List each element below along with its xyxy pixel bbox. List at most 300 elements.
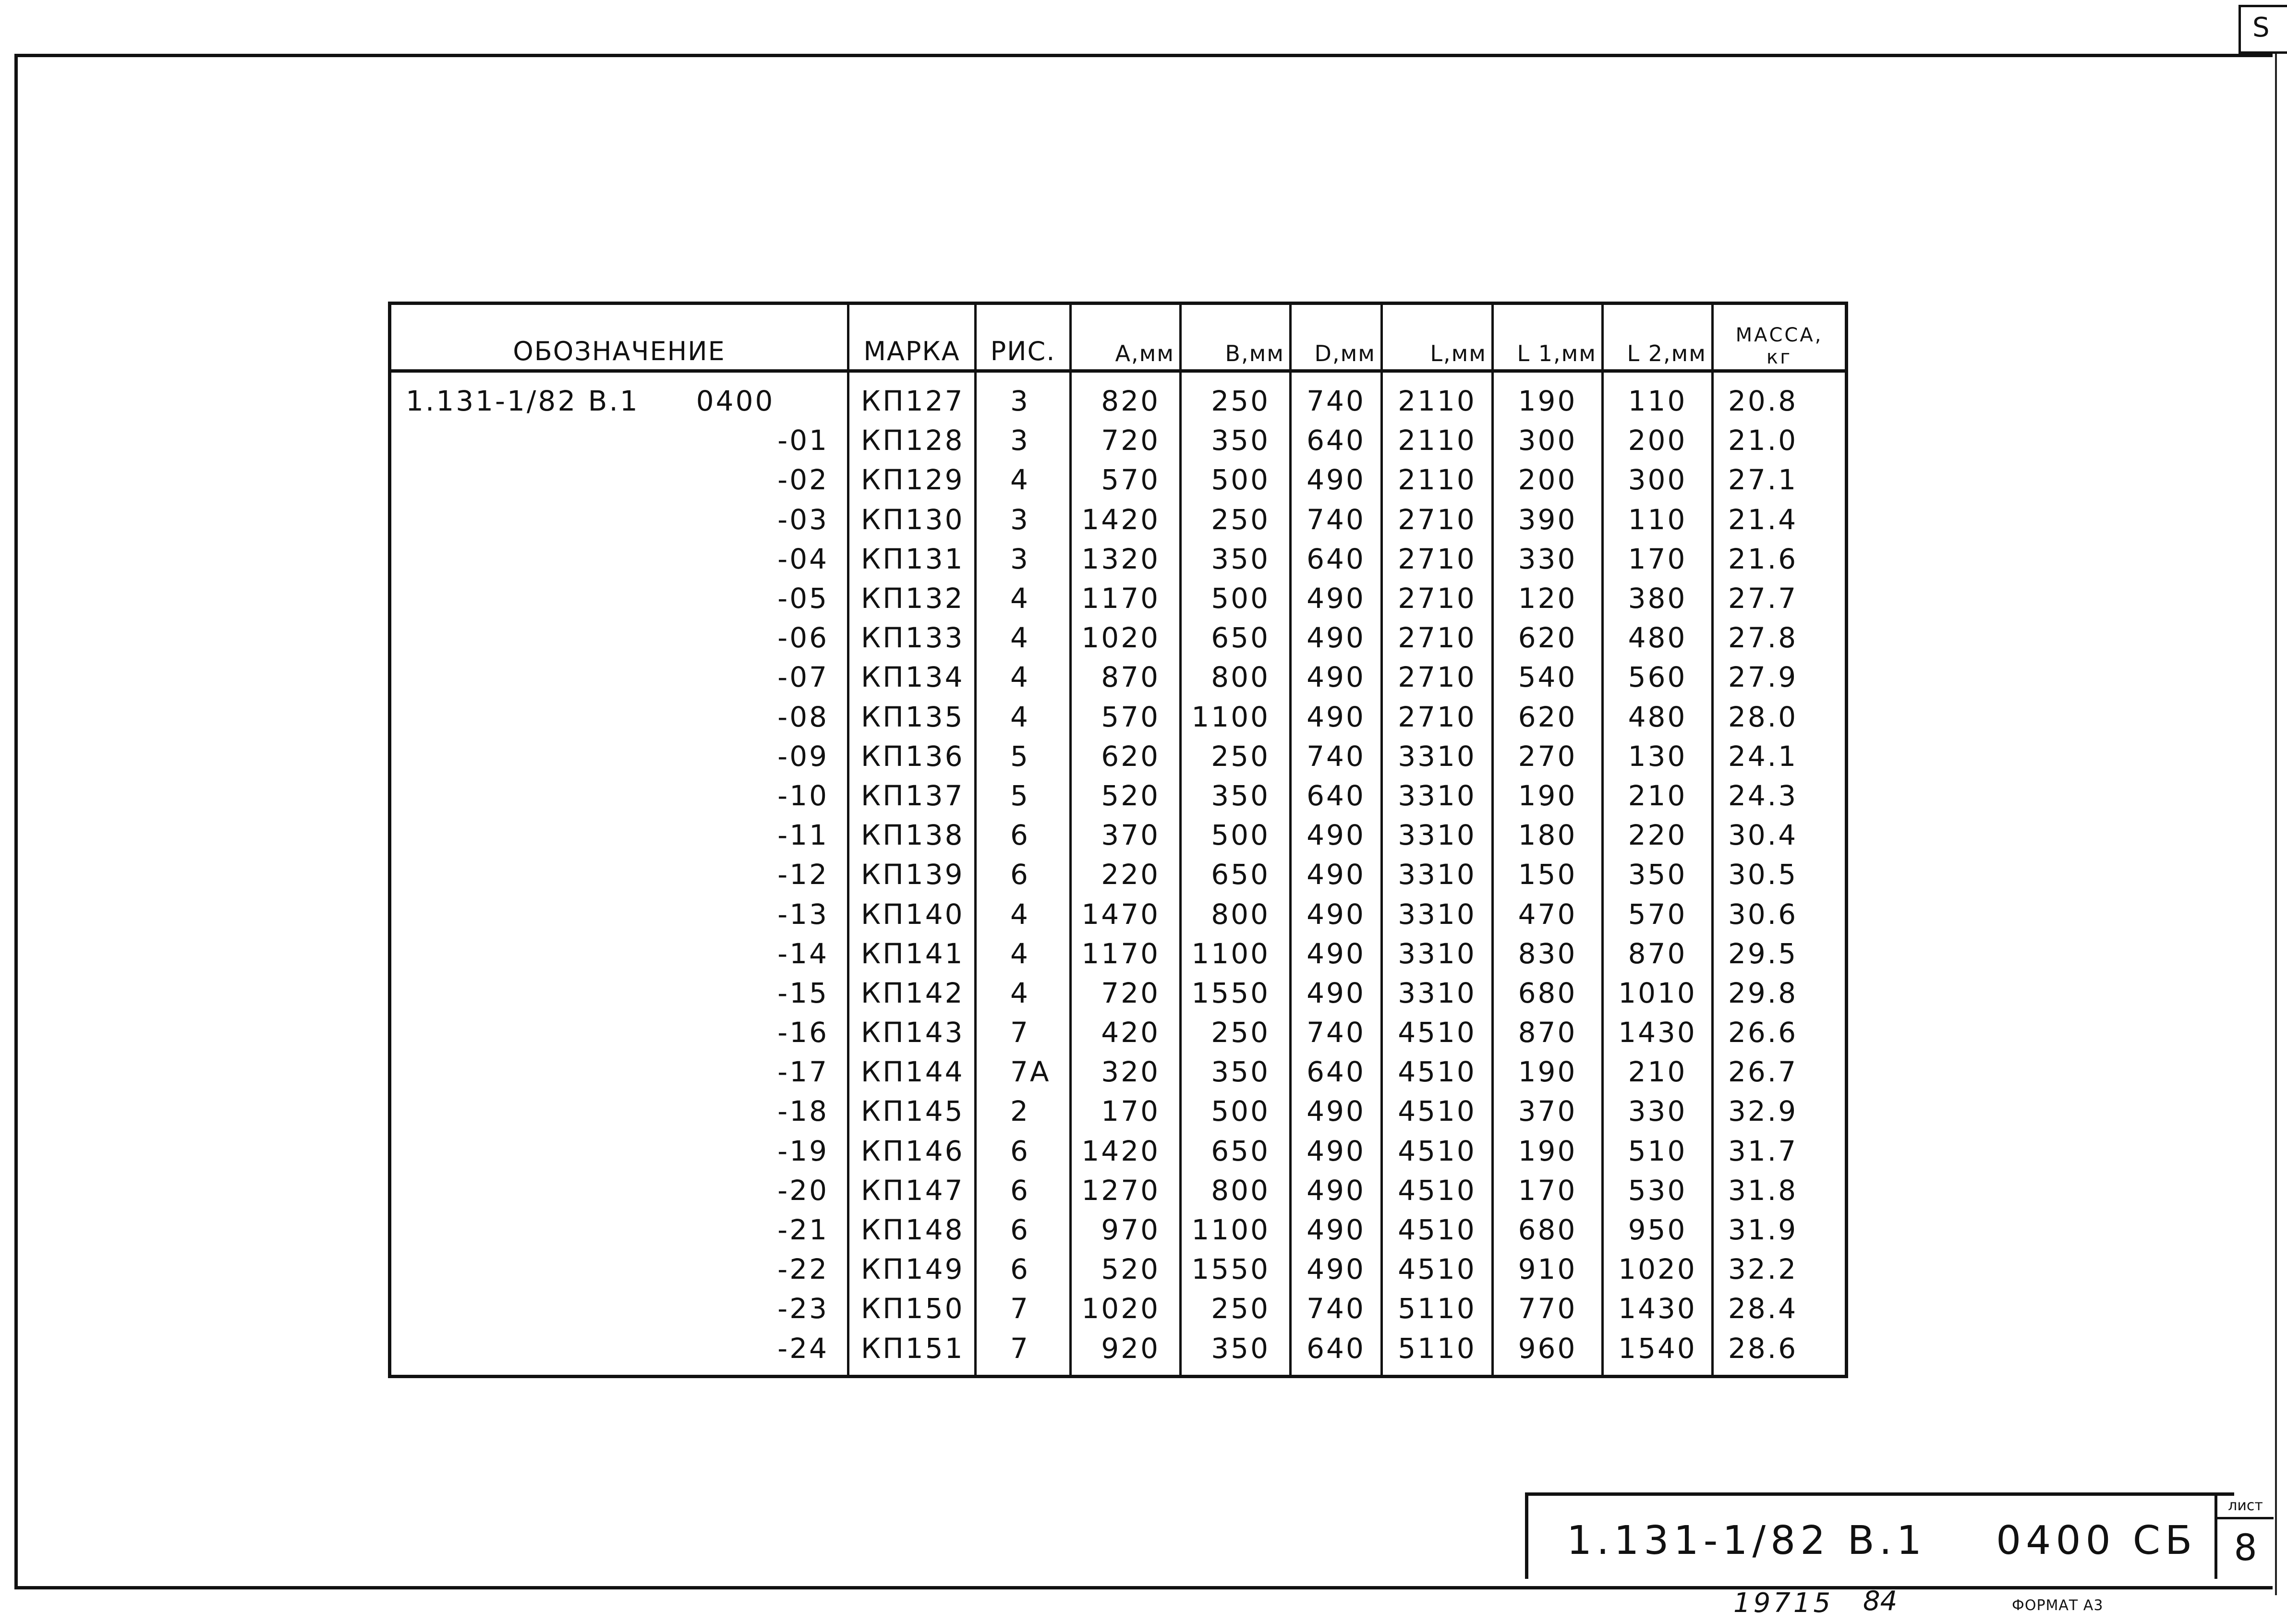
cell-mark: КП148 xyxy=(848,1210,976,1249)
cell-d: 740 xyxy=(1291,737,1382,776)
cell-mass: 27.1 xyxy=(1713,460,1847,499)
table-row xyxy=(390,460,1847,499)
cell-designation: -04 xyxy=(390,539,848,579)
cell-mass: 32.9 xyxy=(1713,1091,1847,1131)
cell-mass: 21.4 xyxy=(1713,500,1847,539)
cell-l: 3310 xyxy=(1382,776,1493,815)
cell-a: 720 xyxy=(1071,421,1181,460)
cell-l2: 530 xyxy=(1603,1171,1713,1210)
cell-mass: 30.6 xyxy=(1713,894,1847,933)
handwritten-year: 84 xyxy=(1863,1586,1898,1617)
table-body xyxy=(390,371,1847,1377)
cell-d: 640 xyxy=(1291,421,1382,460)
cell-l2: 950 xyxy=(1603,1210,1713,1249)
frame-right-edge xyxy=(2275,54,2277,1595)
cell-mass: 30.5 xyxy=(1713,855,1847,894)
cell-designation: -14 xyxy=(390,934,848,973)
cell-d: 490 xyxy=(1291,855,1382,894)
cell-l1: 680 xyxy=(1493,973,1603,1013)
cell-designation: -13 xyxy=(390,894,848,933)
table-row xyxy=(390,1052,1847,1091)
cell-d: 740 xyxy=(1291,1289,1382,1328)
cell-a: 320 xyxy=(1071,1052,1181,1091)
table-row xyxy=(390,855,1847,894)
table-row xyxy=(390,618,1847,657)
cell-figure: 6 xyxy=(976,1131,1071,1171)
cell-mark: КП140 xyxy=(848,894,976,933)
cell-mass: 32.2 xyxy=(1713,1249,1847,1289)
cell-designation: -05 xyxy=(390,579,848,618)
cell-mark: КП139 xyxy=(848,855,976,894)
header-b: B,мм xyxy=(1181,303,1291,371)
cell-l2: 560 xyxy=(1603,657,1713,697)
cell-figure: 6 xyxy=(976,1171,1071,1210)
cell-designation: -09 xyxy=(390,737,848,776)
cell-l: 2710 xyxy=(1382,697,1493,737)
cell-a: 1470 xyxy=(1071,894,1181,933)
cell-mark: КП131 xyxy=(848,539,976,579)
cell-figure: 4 xyxy=(976,894,1071,933)
cell-b: 500 xyxy=(1181,579,1291,618)
cell-l: 3310 xyxy=(1382,894,1493,933)
header-l1: L 1,мм xyxy=(1493,303,1603,371)
cell-d: 640 xyxy=(1291,539,1382,579)
cell-mark: КП134 xyxy=(848,657,976,697)
cell-figure: 3 xyxy=(976,371,1071,421)
cell-figure: 6 xyxy=(976,815,1071,855)
cell-l2: 1540 xyxy=(1603,1329,1713,1377)
cell-a: 1320 xyxy=(1071,539,1181,579)
cell-l2: 1010 xyxy=(1603,973,1713,1013)
cell-d: 490 xyxy=(1291,1249,1382,1289)
cell-l2: 170 xyxy=(1603,539,1713,579)
cell-mass: 28.4 xyxy=(1713,1289,1847,1328)
cell-b: 350 xyxy=(1181,539,1291,579)
cell-a: 1020 xyxy=(1071,618,1181,657)
cell-figure: 3 xyxy=(976,500,1071,539)
header-designation: ОБОЗНАЧЕНИЕ xyxy=(390,303,848,371)
cell-b: 350 xyxy=(1181,776,1291,815)
cell-l2: 1430 xyxy=(1603,1013,1713,1052)
cell-a: 570 xyxy=(1071,460,1181,499)
cell-b: 1100 xyxy=(1181,934,1291,973)
cell-figure: 3 xyxy=(976,421,1071,460)
cell-mass: 21.0 xyxy=(1713,421,1847,460)
cell-designation: -10 xyxy=(390,776,848,815)
cell-mass: 31.9 xyxy=(1713,1210,1847,1249)
cell-figure: 4 xyxy=(976,697,1071,737)
cell-mark: КП132 xyxy=(848,579,976,618)
cell-mark: КП128 xyxy=(848,421,976,460)
cell-figure: 4 xyxy=(976,657,1071,697)
cell-a: 720 xyxy=(1071,973,1181,1013)
cell-mass: 28.0 xyxy=(1713,697,1847,737)
cell-l1: 620 xyxy=(1493,697,1603,737)
cell-b: 250 xyxy=(1181,1013,1291,1052)
cell-l1: 200 xyxy=(1493,460,1603,499)
cell-a: 820 xyxy=(1071,371,1181,421)
cell-b: 650 xyxy=(1181,855,1291,894)
cell-mark: КП144 xyxy=(848,1052,976,1091)
table-header-row xyxy=(390,303,1847,371)
cell-mark: КП137 xyxy=(848,776,976,815)
cell-mark: КП149 xyxy=(848,1249,976,1289)
table-row xyxy=(390,500,1847,539)
cell-d: 740 xyxy=(1291,1013,1382,1052)
cell-l1: 470 xyxy=(1493,894,1603,933)
cell-b: 500 xyxy=(1181,460,1291,499)
title-block-doc-number: 0400 СБ xyxy=(1996,1518,2197,1563)
table-row xyxy=(390,737,1847,776)
cell-b: 800 xyxy=(1181,894,1291,933)
cell-l: 4510 xyxy=(1382,1131,1493,1171)
cell-l: 4510 xyxy=(1382,1171,1493,1210)
table-row xyxy=(390,657,1847,697)
cell-a: 570 xyxy=(1071,697,1181,737)
table-row xyxy=(390,371,1847,421)
cell-designation: -02 xyxy=(390,460,848,499)
cell-a: 970 xyxy=(1071,1210,1181,1249)
cell-d: 740 xyxy=(1291,500,1382,539)
cell-b: 350 xyxy=(1181,421,1291,460)
cell-b: 500 xyxy=(1181,815,1291,855)
cell-mass: 24.3 xyxy=(1713,776,1847,815)
table-row xyxy=(390,539,1847,579)
corner-tab-text: S xyxy=(2252,12,2270,43)
cell-l2: 870 xyxy=(1603,934,1713,973)
cell-figure: 7 xyxy=(976,1289,1071,1328)
cell-l2: 220 xyxy=(1603,815,1713,855)
header-figure: РИС. xyxy=(976,303,1071,371)
cell-mass: 26.7 xyxy=(1713,1052,1847,1091)
cell-l2: 350 xyxy=(1603,855,1713,894)
cell-d: 490 xyxy=(1291,1210,1382,1249)
cell-mark: КП138 xyxy=(848,815,976,855)
cell-a: 370 xyxy=(1071,815,1181,855)
cell-l1: 270 xyxy=(1493,737,1603,776)
table-row xyxy=(390,815,1847,855)
cell-l1: 330 xyxy=(1493,539,1603,579)
cell-designation: -03 xyxy=(390,500,848,539)
cell-mass: 26.6 xyxy=(1713,1013,1847,1052)
cell-d: 490 xyxy=(1291,1091,1382,1131)
cell-l1: 190 xyxy=(1493,1052,1603,1091)
cell-mark: КП145 xyxy=(848,1091,976,1131)
cell-l1: 870 xyxy=(1493,1013,1603,1052)
cell-figure: 5 xyxy=(976,776,1071,815)
cell-mass: 20.8 xyxy=(1713,371,1847,421)
cell-d: 640 xyxy=(1291,776,1382,815)
cell-a: 920 xyxy=(1071,1329,1181,1377)
cell-mark: КП146 xyxy=(848,1131,976,1171)
cell-l: 2710 xyxy=(1382,539,1493,579)
header-l: L,мм xyxy=(1382,303,1493,371)
cell-figure: 4 xyxy=(976,618,1071,657)
table-row xyxy=(390,894,1847,933)
cell-designation: -16 xyxy=(390,1013,848,1052)
cell-mark: КП130 xyxy=(848,500,976,539)
cell-b: 800 xyxy=(1181,1171,1291,1210)
cell-mass: 27.7 xyxy=(1713,579,1847,618)
table-row xyxy=(390,697,1847,737)
cell-mark: КП142 xyxy=(848,973,976,1013)
cell-designation: -20 xyxy=(390,1171,848,1210)
cell-l2: 480 xyxy=(1603,697,1713,737)
cell-b: 250 xyxy=(1181,371,1291,421)
cell-l: 2710 xyxy=(1382,618,1493,657)
cell-b: 250 xyxy=(1181,737,1291,776)
cell-designation xyxy=(390,371,848,421)
sheet-number: 8 xyxy=(2234,1526,2257,1569)
cell-d: 490 xyxy=(1291,460,1382,499)
cell-l: 3310 xyxy=(1382,855,1493,894)
cell-figure: 7А xyxy=(976,1052,1071,1091)
cell-l2: 200 xyxy=(1603,421,1713,460)
cell-mass: 29.8 xyxy=(1713,973,1847,1013)
cell-mark: КП135 xyxy=(848,697,976,737)
cell-l: 2110 xyxy=(1382,421,1493,460)
cell-d: 640 xyxy=(1291,1329,1382,1377)
cell-l: 4510 xyxy=(1382,1249,1493,1289)
cell-figure: 4 xyxy=(976,934,1071,973)
cell-designation: -06 xyxy=(390,618,848,657)
cell-a: 220 xyxy=(1071,855,1181,894)
cell-l1: 620 xyxy=(1493,618,1603,657)
cell-l: 5110 xyxy=(1382,1329,1493,1377)
cell-l1: 830 xyxy=(1493,934,1603,973)
cell-d: 490 xyxy=(1291,697,1382,737)
cell-b: 650 xyxy=(1181,1131,1291,1171)
cell-figure: 6 xyxy=(976,855,1071,894)
cell-figure: 7 xyxy=(976,1329,1071,1377)
cell-l: 2110 xyxy=(1382,371,1493,421)
cell-mass: 28.6 xyxy=(1713,1329,1847,1377)
cell-d: 490 xyxy=(1291,657,1382,697)
cell-designation: -19 xyxy=(390,1131,848,1171)
cell-designation: -15 xyxy=(390,973,848,1013)
cell-l1: 540 xyxy=(1493,657,1603,697)
table-row xyxy=(390,1171,1847,1210)
cell-a: 1170 xyxy=(1071,934,1181,973)
cell-l2: 1020 xyxy=(1603,1249,1713,1289)
cell-mass: 27.9 xyxy=(1713,657,1847,697)
cell-d: 490 xyxy=(1291,815,1382,855)
cell-d: 490 xyxy=(1291,1131,1382,1171)
cell-l2: 480 xyxy=(1603,618,1713,657)
cell-a: 520 xyxy=(1071,776,1181,815)
header-l2: L 2,мм xyxy=(1603,303,1713,371)
cell-d: 490 xyxy=(1291,894,1382,933)
cell-l: 2110 xyxy=(1382,460,1493,499)
cell-mass: 31.7 xyxy=(1713,1131,1847,1171)
cell-l2: 1430 xyxy=(1603,1289,1713,1328)
cell-a: 870 xyxy=(1071,657,1181,697)
cell-d: 740 xyxy=(1291,371,1382,421)
cell-l: 4510 xyxy=(1382,1052,1493,1091)
table-row xyxy=(390,1091,1847,1131)
cell-a: 620 xyxy=(1071,737,1181,776)
cell-figure: 4 xyxy=(976,973,1071,1013)
table-row xyxy=(390,579,1847,618)
cell-mass: 29.5 xyxy=(1713,934,1847,973)
cell-l2: 210 xyxy=(1603,776,1713,815)
cell-l1: 180 xyxy=(1493,815,1603,855)
header-mass xyxy=(1713,303,1847,371)
table-row xyxy=(390,421,1847,460)
table-row xyxy=(390,973,1847,1013)
cell-l: 3310 xyxy=(1382,934,1493,973)
sheet-label: лист xyxy=(2217,1497,2274,1519)
cell-mark: КП147 xyxy=(848,1171,976,1210)
cell-b: 800 xyxy=(1181,657,1291,697)
cell-l1: 910 xyxy=(1493,1249,1603,1289)
cell-figure: 6 xyxy=(976,1249,1071,1289)
cell-figure: 3 xyxy=(976,539,1071,579)
cell-mark: КП151 xyxy=(848,1329,976,1377)
cell-d: 490 xyxy=(1291,973,1382,1013)
cell-l2: 380 xyxy=(1603,579,1713,618)
corner-tab xyxy=(2239,5,2287,54)
cell-mark: КП141 xyxy=(848,934,976,973)
specification-table xyxy=(388,302,1848,1378)
cell-b: 1100 xyxy=(1181,1210,1291,1249)
cell-designation: -24 xyxy=(390,1329,848,1377)
cell-l2: 330 xyxy=(1603,1091,1713,1131)
cell-a: 1270 xyxy=(1071,1171,1181,1210)
cell-b: 1550 xyxy=(1181,973,1291,1013)
cell-designation: -08 xyxy=(390,697,848,737)
cell-l2: 130 xyxy=(1603,737,1713,776)
cell-l1: 190 xyxy=(1493,776,1603,815)
header-mass-line2: кг xyxy=(1766,346,1792,368)
cell-l1: 120 xyxy=(1493,579,1603,618)
cell-l: 5110 xyxy=(1382,1289,1493,1328)
cell-l1: 170 xyxy=(1493,1171,1603,1210)
title-block xyxy=(1525,1492,2234,1579)
cell-a: 420 xyxy=(1071,1013,1181,1052)
cell-l: 4510 xyxy=(1382,1013,1493,1052)
cell-l: 4510 xyxy=(1382,1210,1493,1249)
cell-l2: 210 xyxy=(1603,1052,1713,1091)
cell-mark: КП127 xyxy=(848,371,976,421)
cell-figure: 7 xyxy=(976,1013,1071,1052)
header-a: A,мм xyxy=(1071,303,1181,371)
cell-l2: 110 xyxy=(1603,500,1713,539)
cell-mark: КП150 xyxy=(848,1289,976,1328)
cell-mass: 21.6 xyxy=(1713,539,1847,579)
cell-designation: -01 xyxy=(390,421,848,460)
table-row xyxy=(390,776,1847,815)
cell-b: 500 xyxy=(1181,1091,1291,1131)
cell-l2: 110 xyxy=(1603,371,1713,421)
cell-b: 1100 xyxy=(1181,697,1291,737)
cell-a: 1020 xyxy=(1071,1289,1181,1328)
handwritten-number: 19715 xyxy=(1733,1588,1834,1619)
table-row xyxy=(390,1329,1847,1377)
cell-d: 490 xyxy=(1291,579,1382,618)
title-block-code: 1.131-1/82 В.1 xyxy=(1567,1518,1927,1563)
cell-mass: 31.8 xyxy=(1713,1171,1847,1210)
cell-l1: 960 xyxy=(1493,1329,1603,1377)
cell-designation: -17 xyxy=(390,1052,848,1091)
first-designation-code: 1.131-1/82 В.1 xyxy=(406,385,640,418)
cell-a: 1420 xyxy=(1071,500,1181,539)
sheet-box xyxy=(2214,1492,2274,1579)
cell-mark: КП136 xyxy=(848,737,976,776)
table-row xyxy=(390,1249,1847,1289)
cell-a: 1420 xyxy=(1071,1131,1181,1171)
cell-designation: -11 xyxy=(390,815,848,855)
table-row xyxy=(390,1131,1847,1171)
cell-l1: 770 xyxy=(1493,1289,1603,1328)
cell-designation: -22 xyxy=(390,1249,848,1289)
header-d: D,мм xyxy=(1291,303,1382,371)
cell-designation: -23 xyxy=(390,1289,848,1328)
cell-l1: 370 xyxy=(1493,1091,1603,1131)
format-label: ФОРМАТ А3 xyxy=(2012,1597,2104,1614)
cell-figure: 4 xyxy=(976,579,1071,618)
cell-a: 520 xyxy=(1071,1249,1181,1289)
cell-d: 490 xyxy=(1291,934,1382,973)
cell-l: 3310 xyxy=(1382,973,1493,1013)
cell-b: 350 xyxy=(1181,1052,1291,1091)
cell-l1: 680 xyxy=(1493,1210,1603,1249)
cell-a: 170 xyxy=(1071,1091,1181,1131)
cell-l1: 150 xyxy=(1493,855,1603,894)
cell-figure: 4 xyxy=(976,460,1071,499)
cell-l: 4510 xyxy=(1382,1091,1493,1131)
cell-l: 2710 xyxy=(1382,500,1493,539)
cell-l: 2710 xyxy=(1382,657,1493,697)
cell-mark: КП143 xyxy=(848,1013,976,1052)
cell-b: 1550 xyxy=(1181,1249,1291,1289)
cell-mass: 30.4 xyxy=(1713,815,1847,855)
cell-d: 640 xyxy=(1291,1052,1382,1091)
header-mark: МАРКА xyxy=(848,303,976,371)
cell-b: 250 xyxy=(1181,500,1291,539)
cell-a: 1170 xyxy=(1071,579,1181,618)
cell-figure: 2 xyxy=(976,1091,1071,1131)
table-row xyxy=(390,1210,1847,1249)
cell-mark: КП129 xyxy=(848,460,976,499)
cell-mass: 24.1 xyxy=(1713,737,1847,776)
header-mass-line1: МАССА, xyxy=(1735,324,1823,346)
table-row xyxy=(390,1289,1847,1328)
cell-l1: 390 xyxy=(1493,500,1603,539)
cell-l2: 300 xyxy=(1603,460,1713,499)
cell-l: 2710 xyxy=(1382,579,1493,618)
cell-designation: -21 xyxy=(390,1210,848,1249)
cell-mass: 27.8 xyxy=(1713,618,1847,657)
cell-l2: 510 xyxy=(1603,1131,1713,1171)
first-designation-number: 0400 xyxy=(696,385,775,418)
cell-mark: КП133 xyxy=(848,618,976,657)
cell-b: 650 xyxy=(1181,618,1291,657)
cell-d: 490 xyxy=(1291,1171,1382,1210)
cell-b: 250 xyxy=(1181,1289,1291,1328)
cell-designation: -18 xyxy=(390,1091,848,1131)
cell-l2: 570 xyxy=(1603,894,1713,933)
table-row xyxy=(390,1013,1847,1052)
cell-b: 350 xyxy=(1181,1329,1291,1377)
cell-l: 3310 xyxy=(1382,815,1493,855)
cell-figure: 5 xyxy=(976,737,1071,776)
cell-l1: 190 xyxy=(1493,371,1603,421)
table-row xyxy=(390,934,1847,973)
cell-figure: 6 xyxy=(976,1210,1071,1249)
cell-l1: 300 xyxy=(1493,421,1603,460)
cell-designation: -07 xyxy=(390,657,848,697)
